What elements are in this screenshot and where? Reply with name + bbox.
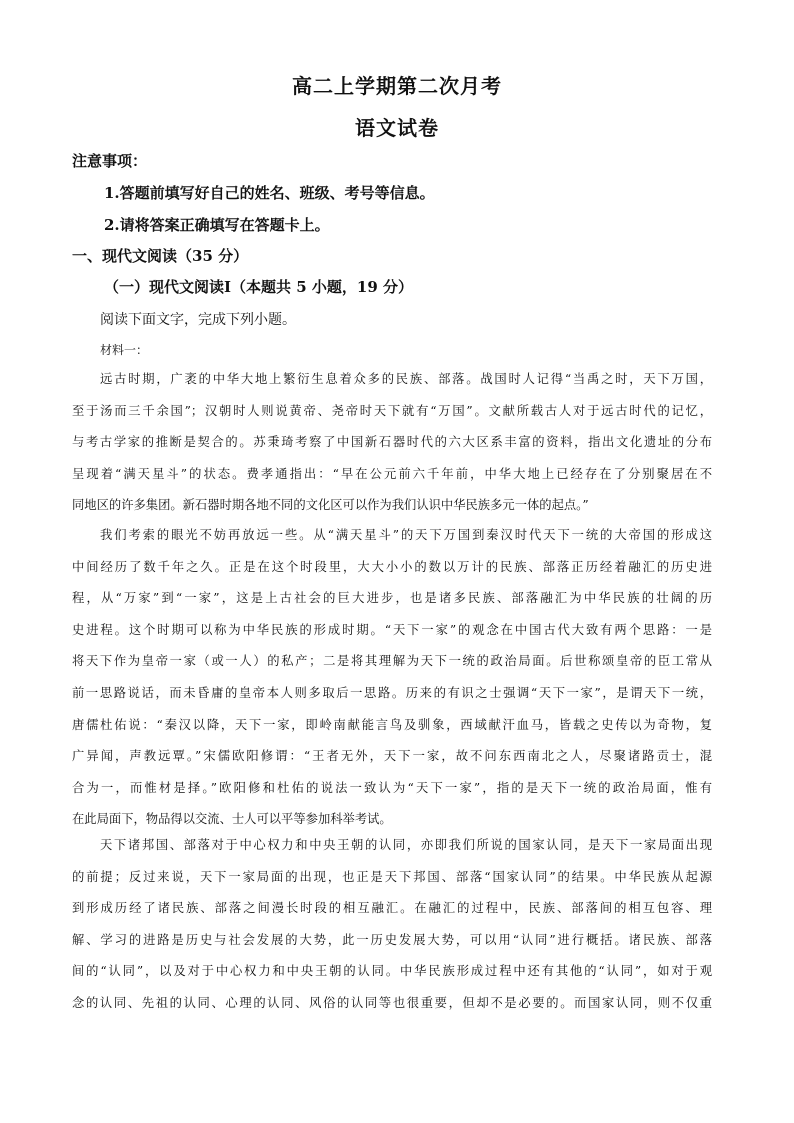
paragraph-line: 我们考索的眼光不妨再放远一些。从“满天星斗”的天下万国到秦汉时代天下一统的大帝国的形成这 xyxy=(100,528,712,542)
paragraph-line: 的前提；反过来说，天下一家局面的出现，也正是天下邦国、部落“国家认同”的结果。中华民族从起源 xyxy=(72,869,712,884)
paragraph-line: 同地区的许多集团。新石器时期各地不同的文化区可以作为我们认识中华民族多元一体的起点。” xyxy=(72,498,589,513)
paragraph-line: 远古时期，广袤的中华大地上繁衍生息着众多的民族、部落。战国时人记得“当禹之时，天下万国， xyxy=(100,372,712,386)
paragraph-line: 史进程。这个时期可以称为中华民族的形成时期。“天下一家”的观念在中国古代大致有两个思路：一是 xyxy=(72,622,712,637)
paragraph-line: 天下诸邦国、部落对于中心权力和中央王朝的认同，亦即我们所说的国家认同，是天下一家局面出现 xyxy=(100,838,712,852)
paragraph-line: 合为一，而惟材是择。”欧阳修和杜佑的说法一致认为“天下一家”，指的是天下一统的政治局面，惟有 xyxy=(72,780,712,795)
reading-instruction: 阅读下面文字，完成下列小题。 xyxy=(100,312,296,328)
paragraph-line: 前一思路说话，而未昏庸的皇帝本人则多取后一思路。历来的有识之士强调“天下一家”，是谓天下一统， xyxy=(72,685,712,700)
paragraph-line: 在此局面下，物品得以交流、士人可以平等参加科举考试。 xyxy=(72,812,392,827)
paragraph-line: 念的认同、先祖的认同、心理的认同、风俗的认同等也很重要，但却不是必要的。而国家认同，则不仅重 xyxy=(72,995,712,1010)
paragraph-line: 解、学习的进路是历史与社会发展的大势，此一历史发展大势，可以用“认同”进行概括。诸民族、部落 xyxy=(72,932,712,947)
note-item: 2.请将答案正确填写在答题卡上。 xyxy=(104,216,330,234)
paragraph-3 xyxy=(72,830,712,1020)
exam-title: 高二上学期第二次月考 xyxy=(292,74,502,98)
material-label: 材料一： xyxy=(100,343,149,357)
note-item: 1.答题前填写好自己的姓名、班级、考号等信息。 xyxy=(104,184,435,202)
paragraph-line: 将天下作为皇帝一家（或一人）的私产；二是将其理解为天下一统的政治局面。后世称颂皇帝的臣工常从 xyxy=(72,654,712,669)
paragraph-line: 到形成历经了诸民族、部落之间漫长时段的相互融汇。在融汇的过程中，民族、部落间的相互包容、理 xyxy=(72,901,712,916)
paragraph-line: 广异闻，声教远覃。”宋儒欧阳修谓：“王者无外，天下一家，故不问东西南北之人，尽聚诸路贡士，混 xyxy=(72,749,712,764)
paragraph-2 xyxy=(72,520,712,836)
exam-subtitle: 语文试卷 xyxy=(355,116,439,140)
paragraph-line: 中间经历了数千年之久。正是在这个时段里，大大小小的数以万计的民族、部落正历经着融汇的历史进 xyxy=(72,559,712,574)
paragraph-1 xyxy=(72,364,712,522)
paragraph-line: 间的“认同”，以及对于中心权力和中央王朝的认同。中华民族形成过程中还有其他的“认同”，如对于观 xyxy=(72,964,712,979)
paragraph-line: 与考古学家的推断是契合的。苏秉琦考察了中国新石器时代的六大区系丰富的资料，指出文化遗址的分布 xyxy=(72,435,712,450)
section-heading: 一、现代文阅读（35 分） xyxy=(72,247,249,265)
paragraph-line: 程，从“万家”到“一家”，这是上古社会的巨大进步，也是诸多民族、部落融汇为中华民族的壮阔的历 xyxy=(72,591,712,606)
section-subheading: （一）现代文阅读Ⅰ（本题共 5 小题，19 分） xyxy=(104,278,413,296)
paragraph-line: 唐儒杜佑说：“秦汉以降，天下一家，即岭南献能言鸟及驯象，西域献汗血马，皆载之史传以为奇物，复 xyxy=(72,717,712,732)
paragraph-line: 至于汤而三千余国”；汉朝时人则说黄帝、尧帝时天下就有“万国”。文献所载古人对于远古时代的记忆， xyxy=(72,403,712,418)
notes-heading: 注意事项： xyxy=(72,152,148,170)
paragraph-line: 呈现着“满天星斗”的状态。费孝通指出：“早在公元前六千年前，中华大地上已经存在了分别聚居在不 xyxy=(72,466,712,481)
